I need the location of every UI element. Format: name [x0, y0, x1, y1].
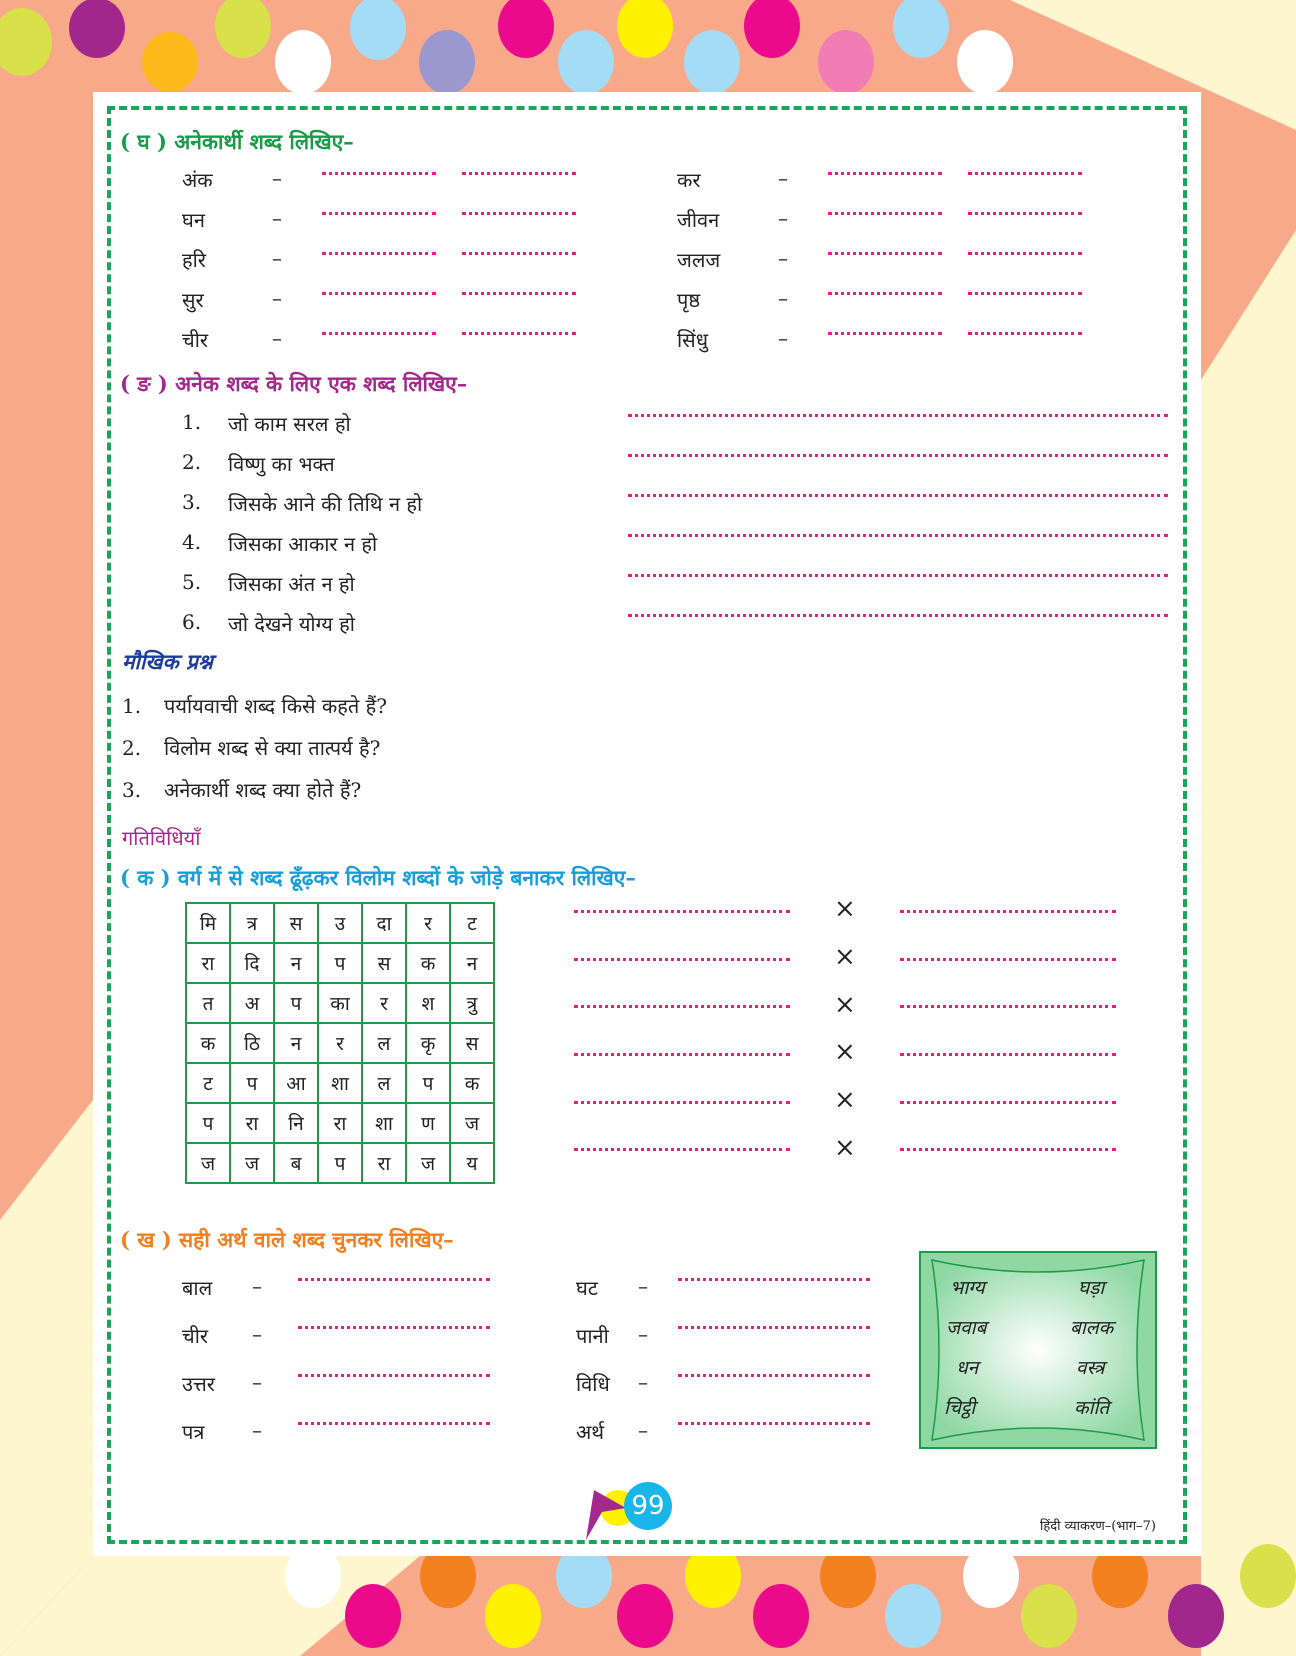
cross-icon: ×	[834, 990, 856, 1020]
cross-icon: ×	[834, 942, 856, 972]
word: जलज	[677, 248, 721, 272]
answer-line[interactable]	[462, 332, 576, 335]
list-number: 6.	[182, 610, 202, 634]
grid-cell[interactable]: शा	[318, 1063, 362, 1103]
grid-cell[interactable]: रा	[186, 943, 230, 983]
grid-cell[interactable]: य	[450, 1143, 494, 1183]
grid-cell[interactable]: रा	[318, 1103, 362, 1143]
cross-icon: ×	[834, 1037, 856, 1067]
word: चीर	[182, 328, 209, 352]
answer-line[interactable]	[678, 1422, 870, 1425]
word: उत्तर	[182, 1372, 215, 1396]
dash: –	[252, 1370, 262, 1394]
dash: –	[638, 1418, 648, 1442]
answer-line[interactable]	[968, 212, 1082, 215]
grid-cell[interactable]: क	[450, 1063, 494, 1103]
grid-cell[interactable]: ट	[450, 903, 494, 943]
grid-cell[interactable]: ल	[362, 1023, 406, 1063]
answer-line[interactable]	[678, 1326, 870, 1329]
grid-cell[interactable]: र	[362, 983, 406, 1023]
grid-cell[interactable]: स	[362, 943, 406, 983]
grid-cell[interactable]: ज	[186, 1143, 230, 1183]
grid-cell[interactable]: त	[186, 983, 230, 1023]
word-bank-box	[918, 1250, 1158, 1450]
answer-line[interactable]	[900, 1005, 1116, 1008]
answer-line[interactable]	[828, 252, 942, 255]
answer-line[interactable]	[628, 574, 1168, 577]
answer-line[interactable]	[968, 172, 1082, 175]
answer-line[interactable]	[462, 212, 576, 215]
list-item: जो देखने योग्य हो	[228, 612, 355, 636]
list-number: 4.	[182, 530, 202, 554]
grid-cell[interactable]: न	[450, 943, 494, 983]
grid-cell[interactable]: प	[318, 943, 362, 983]
grid-cell[interactable]: त्रु	[450, 983, 494, 1023]
answer-line[interactable]	[968, 292, 1082, 295]
word-bank-item: वस्त्र	[1076, 1357, 1105, 1379]
answer-line[interactable]	[298, 1422, 490, 1425]
word: अंक	[182, 168, 213, 192]
dash: –	[272, 326, 282, 350]
dash: –	[778, 246, 788, 270]
dash: –	[778, 286, 788, 310]
grid-cell[interactable]: प	[274, 983, 318, 1023]
word: विधि	[576, 1372, 610, 1396]
word: पत्र	[182, 1420, 205, 1444]
dash: –	[252, 1274, 262, 1298]
answer-line[interactable]	[574, 1148, 790, 1151]
list-number: 2.	[182, 450, 202, 474]
list-item: विष्णु का भक्त	[228, 452, 335, 476]
grid-cell[interactable]: न	[274, 1023, 318, 1063]
answer-line[interactable]	[828, 292, 942, 295]
dash: –	[638, 1274, 648, 1298]
grid-cell[interactable]: दि	[230, 943, 274, 983]
answer-line[interactable]	[322, 252, 436, 255]
answer-line[interactable]	[678, 1278, 870, 1281]
dash: –	[272, 286, 282, 310]
activities-title: गतिविधियाँ	[122, 826, 201, 850]
grid-cell[interactable]: र	[318, 1023, 362, 1063]
word: सिंधु	[677, 328, 708, 352]
word: घन	[182, 208, 205, 232]
dash: –	[638, 1322, 648, 1346]
answer-line[interactable]	[678, 1374, 870, 1377]
dash: –	[252, 1322, 262, 1346]
section-kha-title: ( ख ) सही अर्थ वाले शब्द चुनकर लिखिए–	[120, 1227, 454, 1252]
dash: –	[272, 206, 282, 230]
list-number: 3.	[122, 778, 142, 802]
dash: –	[778, 206, 788, 230]
grid-cell[interactable]: प	[230, 1063, 274, 1103]
word-bank-item: बालक	[1070, 1317, 1114, 1339]
list-number: 3.	[182, 490, 202, 514]
answer-line[interactable]	[322, 212, 436, 215]
answer-line[interactable]	[574, 1005, 790, 1008]
answer-line[interactable]	[298, 1326, 490, 1329]
grid-cell[interactable]: कृ	[406, 1023, 450, 1063]
page-number: 99	[624, 1482, 672, 1530]
answer-line[interactable]	[574, 1053, 790, 1056]
answer-line[interactable]	[628, 494, 1168, 497]
grid-cell[interactable]: उ	[318, 903, 362, 943]
grid-cell[interactable]: ब	[274, 1143, 318, 1183]
word: सुर	[182, 288, 204, 312]
answer-line[interactable]	[462, 252, 576, 255]
answer-line[interactable]	[462, 292, 576, 295]
answer-line[interactable]	[968, 252, 1082, 255]
answer-line[interactable]	[628, 454, 1168, 457]
list-number: 2.	[122, 736, 142, 760]
answer-line[interactable]	[628, 614, 1168, 617]
answer-line[interactable]	[322, 172, 436, 175]
word-bank-item: भाग्य	[950, 1277, 985, 1299]
grid-cell[interactable]: ठि	[230, 1023, 274, 1063]
answer-line[interactable]	[574, 1101, 790, 1104]
footer-book-title: हिंदी व्याकरण–(भाग–7)	[1040, 1519, 1156, 1534]
grid-cell[interactable]: मि	[186, 903, 230, 943]
word: पानी	[576, 1324, 609, 1348]
word: घट	[576, 1276, 598, 1300]
list-number: 1.	[182, 410, 202, 434]
answer-line[interactable]	[574, 910, 790, 913]
list-item: विलोम शब्द से क्या तात्पर्य है?	[164, 736, 381, 760]
word: चीर	[182, 1324, 209, 1348]
list-number: 1.	[122, 694, 142, 718]
grid-cell[interactable]: ज	[406, 1143, 450, 1183]
grid-cell[interactable]: दा	[362, 903, 406, 943]
grid-cell[interactable]: ट	[186, 1063, 230, 1103]
cross-icon: ×	[834, 894, 856, 924]
answer-line[interactable]	[628, 414, 1168, 417]
grid-cell[interactable]: रा	[362, 1143, 406, 1183]
grid-cell[interactable]: का	[318, 983, 362, 1023]
section-gha-title: ( घ ) अनेकार्थी शब्द लिखिए–	[120, 129, 354, 154]
list-item: जिसके आने की तिथि न हो	[228, 492, 423, 516]
answer-line[interactable]	[900, 1148, 1116, 1151]
grid-cell[interactable]: शा	[362, 1103, 406, 1143]
cross-icon: ×	[834, 1085, 856, 1115]
grid-cell[interactable]: नि	[274, 1103, 318, 1143]
answer-line[interactable]	[298, 1278, 490, 1281]
answer-line[interactable]	[828, 332, 942, 335]
word: पृष्ठ	[677, 288, 701, 312]
answer-line[interactable]	[322, 332, 436, 335]
cross-icon: ×	[834, 1133, 856, 1163]
grid-cell[interactable]: क	[186, 1023, 230, 1063]
answer-line[interactable]	[462, 172, 576, 175]
grid-cell[interactable]: प	[186, 1103, 230, 1143]
word: हरि	[182, 248, 206, 272]
dash: –	[272, 166, 282, 190]
answer-line[interactable]	[628, 534, 1168, 537]
dash: –	[778, 326, 788, 350]
dash: –	[272, 246, 282, 270]
dash: –	[778, 166, 788, 190]
answer-line[interactable]	[828, 212, 942, 215]
answer-line[interactable]	[900, 958, 1116, 961]
word: कर	[677, 168, 701, 192]
word-bank-item: चिट्ठी	[944, 1397, 976, 1419]
grid-cell[interactable]: आ	[274, 1063, 318, 1103]
grid-cell[interactable]: अ	[230, 983, 274, 1023]
word-search-grid	[185, 902, 495, 1184]
word-bank-item: घड़ा	[1078, 1277, 1105, 1299]
word: बाल	[182, 1276, 213, 1300]
list-item: पर्यायवाची शब्द किसे कहते हैं?	[164, 694, 388, 718]
grid-cell[interactable]: ज	[450, 1103, 494, 1143]
grid-cell[interactable]: र	[406, 903, 450, 943]
list-item: अनेकार्थी शब्द क्या होते हैं?	[164, 778, 362, 802]
grid-cell[interactable]: त्र	[230, 903, 274, 943]
grid-cell[interactable]: क	[406, 943, 450, 983]
section-nga-title: ( ङ ) अनेक शब्द के लिए एक शब्द लिखिए–	[120, 371, 468, 396]
word-bank-item: धन	[956, 1357, 979, 1379]
dash: –	[638, 1370, 648, 1394]
list-item: जो काम सरल हो	[228, 412, 351, 436]
section-ka-title: ( क ) वर्ग में से शब्द ढूँढ़कर विलोम शब्दों के जोड़े बनाकर लिखिए–	[120, 865, 636, 890]
grid-cell[interactable]: स	[450, 1023, 494, 1063]
dash: –	[252, 1418, 262, 1442]
list-item: जिसका अंत न हो	[228, 572, 355, 596]
answer-line[interactable]	[322, 292, 436, 295]
answer-line[interactable]	[900, 1101, 1116, 1104]
list-number: 5.	[182, 570, 202, 594]
answer-line[interactable]	[900, 1053, 1116, 1056]
word-bank-item: कांति	[1074, 1397, 1110, 1419]
word: जीवन	[677, 208, 720, 232]
grid-cell[interactable]: श	[406, 983, 450, 1023]
grid-cell[interactable]: प	[406, 1063, 450, 1103]
answer-line[interactable]	[298, 1374, 490, 1377]
grid-cell[interactable]: ल	[362, 1063, 406, 1103]
grid-cell[interactable]: स	[274, 903, 318, 943]
grid-cell[interactable]: न	[274, 943, 318, 983]
grid-cell[interactable]: प	[318, 1143, 362, 1183]
answer-line[interactable]	[574, 958, 790, 961]
grid-cell[interactable]: ण	[406, 1103, 450, 1143]
grid-cell[interactable]: ज	[230, 1143, 274, 1183]
answer-line[interactable]	[828, 172, 942, 175]
word-bank-item: जवाब	[946, 1317, 987, 1339]
list-item: जिसका आकार न हो	[228, 532, 378, 556]
answer-line[interactable]	[968, 332, 1082, 335]
word: अर्थ	[576, 1420, 605, 1444]
grid-cell[interactable]: रा	[230, 1103, 274, 1143]
answer-line[interactable]	[900, 910, 1116, 913]
oral-questions-title: मौखिक प्रश्न	[122, 649, 213, 674]
